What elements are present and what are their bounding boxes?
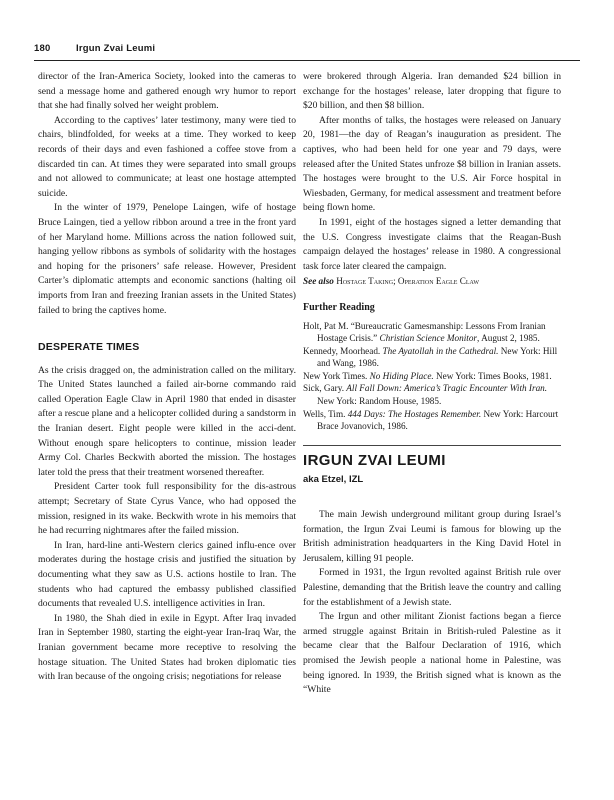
reference-author: Sick, Gary. [303, 383, 347, 394]
reference-entry [303, 408, 561, 433]
page-number: 180 [34, 43, 51, 54]
reference-entry [303, 382, 561, 407]
reference-entry [303, 345, 561, 370]
paragraph: In the winter of 1979, Penelope Laingen, wife of hostage Bruce Laingen, tied a yellow ribbon around a tree in the front yard of her Maryland home. Millions across the nation followed suit, hanging yellow ribbons as symbols of solidarity with the hostages and hoping for the prisoners’ safe release. However, President Carter’s diplomatic attempts and economic sanctions (halting oil imports from Iran and freezing Iranian assets in the United States) failed to bring the captives home. [38, 202, 296, 316]
reference-publication: New York: Hill and Wang, 1986. [317, 345, 558, 369]
reference-publication: New York: Random House, 1985. [317, 396, 442, 407]
paragraph: In 1980, the Shah died in exile in Egypt. After Iraq invaded Iran in September 1980, starting the eight-year Iran-Iraq War, the Iranian government became more receptive to resolving the hostage situation. The United States had broken diplomatic ties with Iran because of the ongoing crisis; negotiations for release [38, 612, 296, 683]
see-also [303, 274, 561, 289]
reference-publication: New York: Harcourt Brace Jovanovich, 1986. [317, 408, 559, 432]
reference-title: Christian Science Monitor [379, 333, 478, 344]
reference-title: All Fall Down: America’s Tragic Encounter With Iran. [346, 383, 548, 394]
reference-title: The Ayatollah in the Cathedral. [382, 345, 499, 356]
reference-entry [303, 320, 561, 345]
see-also-label: See also [303, 276, 334, 287]
reference-entry [303, 370, 561, 383]
paragraph: The Irgun and other militant Zionist factions began a fierce armed struggle against Britain in British-ruled Palestine as it became clear that the Balfour Declaration of 1916, which promised the Jewish people a national home in Palestine, was being ignored. In 1939, the British signed what is known as the “White [303, 611, 561, 696]
paragraph: After months of talks, the hostages were released on January 20, 1981—the day of Reagan’s inauguration as president. The captives, who had been held for one year and 79 days, were released after the United States unfroze $8 billion in Iranian assets. The hostages were brought to the U.S. Air Force hospital in Wiesbaden, Germany, for medical assessment and treatment before being flown home. [303, 114, 561, 214]
further-reading-title: Further Reading [303, 301, 375, 313]
paragraph: Formed in 1931, the Irgun revolted against British rule over Palestine, demanding that the British leave the country and calling for the establishment of a Jewish state. [303, 567, 561, 608]
reference-title: 444 Days: The Hostages Remember. [347, 408, 482, 419]
reference-author: Holt, Pat M. “Bureaucratic Gamesmanship: Lessons From Iranian Hostage Crisis.” [303, 320, 546, 344]
reference-title: No Hiding Place. [369, 370, 434, 381]
reference-author: Kennedy, Moorhead. [303, 345, 383, 356]
right-column [303, 70, 561, 698]
paragraph: According to the captives’ later testimony, many were tied to chairs, blindfolded, for weeks at a time. They worked to keep records of their days and even fashioned a coffee stove from a discarded tin can. At times they were separated into small groups and not allowed to communicate; at least one hostage attempted suicide. [38, 114, 296, 199]
paragraph: The main Jewish underground militant group during Israel’s formation, the Irgun Zvai Leumi is famous for blowing up the British administration headquarters in the King David Hotel in Jerusalem, killing 91 people. [303, 509, 561, 564]
paragraph: In Iran, hard-line anti-Western clerics gained influ-ence over moderates during the hostage crisis and justified the situation by documenting what they saw as U.S. actions hostile to Iran. The students who had captured the embassy published classified documents that revealed U.S. intelligence activities in Iran. [38, 539, 296, 610]
reference-author: Wells, Tim. [303, 408, 348, 419]
paragraph: director of the Iran-America Society, looked into the cameras to send a message home and gathered enough wry humor to report that she had finally solved her weight problem. [38, 71, 296, 112]
see-also-refs: Hostage Taking; Operation Eagle Claw [336, 276, 480, 287]
paragraph: were brokered through Algeria. Iran demanded $24 billion in exchange for the hostages’ release, later dropping that figure to $20 billion, and then $8 billion. [303, 71, 561, 112]
reference-publication: , August 2, 1985. [477, 333, 540, 344]
running-title: Irgun Zvai Leumi [76, 43, 156, 54]
entry-title: IRGUN ZVAI LEUMI [303, 451, 446, 469]
entry-divider [303, 445, 561, 446]
reference-author: New York Times. [303, 370, 370, 381]
paragraph: President Carter took full responsibility for the dis-astrous attempt; Secretary of State Cyrus Vance, who had opposed the mission, resigned in its wake. Beckwith wrote in his memoirs that he had recurring nightmares after the failed mission. [38, 481, 296, 537]
page-header [34, 40, 580, 61]
left-column [38, 70, 296, 685]
paragraph: As the crisis dragged on, the administration called on the military. The United States launched a failed air-borne commando raid called Operation Eagle Claw in April 1980 that ended in disaster after a rescue plane and a helicopter collided during a sandstorm in the Iranian desert. Eight people were killed in the acci-dent. Without enough spare helicopters to continue, mission leader Army Col. Charles Beckwith aborted the mission. The hostages later told the press that their treatment worsened thereafter. [38, 364, 296, 478]
entry-aka: aka Etzel, IZL [303, 474, 364, 486]
reference-publication: New York: Times Books, 1981. [433, 370, 552, 381]
paragraph: In 1991, eight of the hostages signed a letter demanding that the U.S. Congress investigate claims that the Reagan-Bush campaign delayed the hostages’ release in 1980. A congressional task force later cleared the campaign. [303, 216, 561, 272]
section-heading: DESPERATE TIMES [38, 341, 140, 354]
